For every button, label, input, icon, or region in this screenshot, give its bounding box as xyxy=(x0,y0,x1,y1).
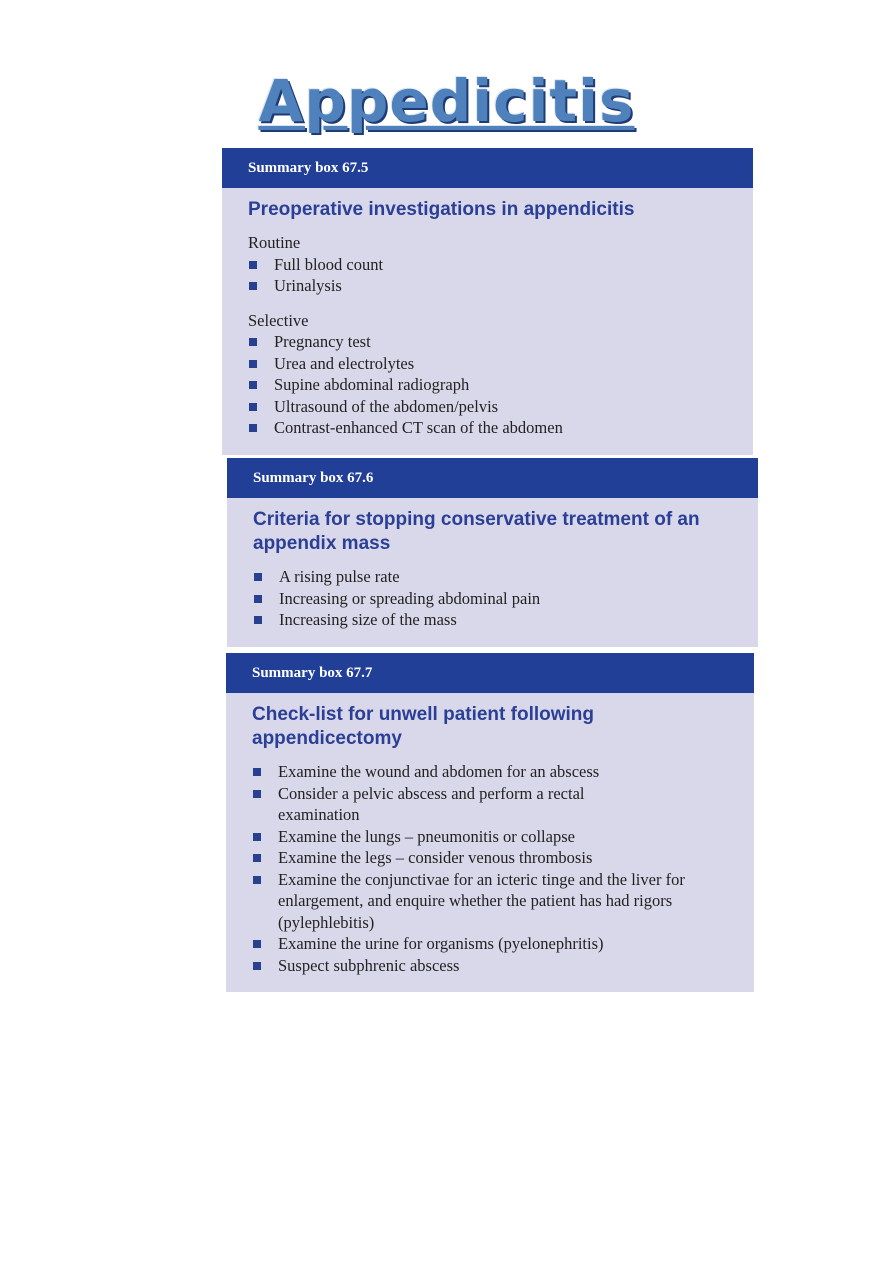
group-label-routine: Routine xyxy=(248,233,301,252)
list-item: Examine the urine for organisms (pyelonephritis) xyxy=(252,933,722,955)
list-item: Urea and electrolytes xyxy=(248,353,739,375)
list-item: Supine abdominal radiograph xyxy=(248,374,739,396)
list-item: Suspect subphrenic abscess xyxy=(252,955,722,977)
checklist xyxy=(252,761,722,976)
list-item: Consider a pelvic abscess and perform a rectal examination xyxy=(252,783,722,826)
summary-box-67-6 xyxy=(227,458,758,647)
summary-box-label: Summary box 67.5 xyxy=(222,148,753,188)
list-item: Examine the lungs – pneumonitis or collapse xyxy=(252,826,722,848)
list-item: Urinalysis xyxy=(248,275,739,297)
list-item: Increasing size of the mass xyxy=(253,609,744,631)
list-item: Full blood count xyxy=(248,254,739,276)
criteria-list xyxy=(253,566,744,631)
summary-box-label: Summary box 67.6 xyxy=(227,458,758,498)
list-item: Examine the conjunctivae for an icteric tinge and the liver for enlargement, and enquire whether the patient has had rigors (pylephlebitis) xyxy=(252,869,722,934)
summary-box-heading: Criteria for stopping conservative treatment of an appendix mass xyxy=(253,509,700,554)
summary-box-67-7 xyxy=(226,653,754,992)
summary-box-heading: Check-list for unwell patient following appendicectomy xyxy=(252,704,595,749)
list-item: A rising pulse rate xyxy=(253,566,744,588)
page-title: Appedicitis xyxy=(258,67,635,135)
selective-list xyxy=(248,331,739,439)
routine-list xyxy=(248,254,739,297)
list-item: Pregnancy test xyxy=(248,331,739,353)
group-label-selective: Selective xyxy=(248,310,309,330)
list-item: Examine the wound and abdomen for an abscess xyxy=(252,761,722,783)
list-item: Examine the legs – consider venous thrombosis xyxy=(252,847,722,869)
list-item: Ultrasound of the abdomen/pelvis xyxy=(248,396,739,418)
summary-box-label: Summary box 67.7 xyxy=(226,653,754,693)
list-item: Increasing or spreading abdominal pain xyxy=(253,588,744,610)
list-item: Contrast-enhanced CT scan of the abdomen xyxy=(248,417,739,439)
summary-box-heading: Preoperative investigations in appendicitis xyxy=(248,199,635,220)
summary-box-67-5 xyxy=(222,148,753,455)
